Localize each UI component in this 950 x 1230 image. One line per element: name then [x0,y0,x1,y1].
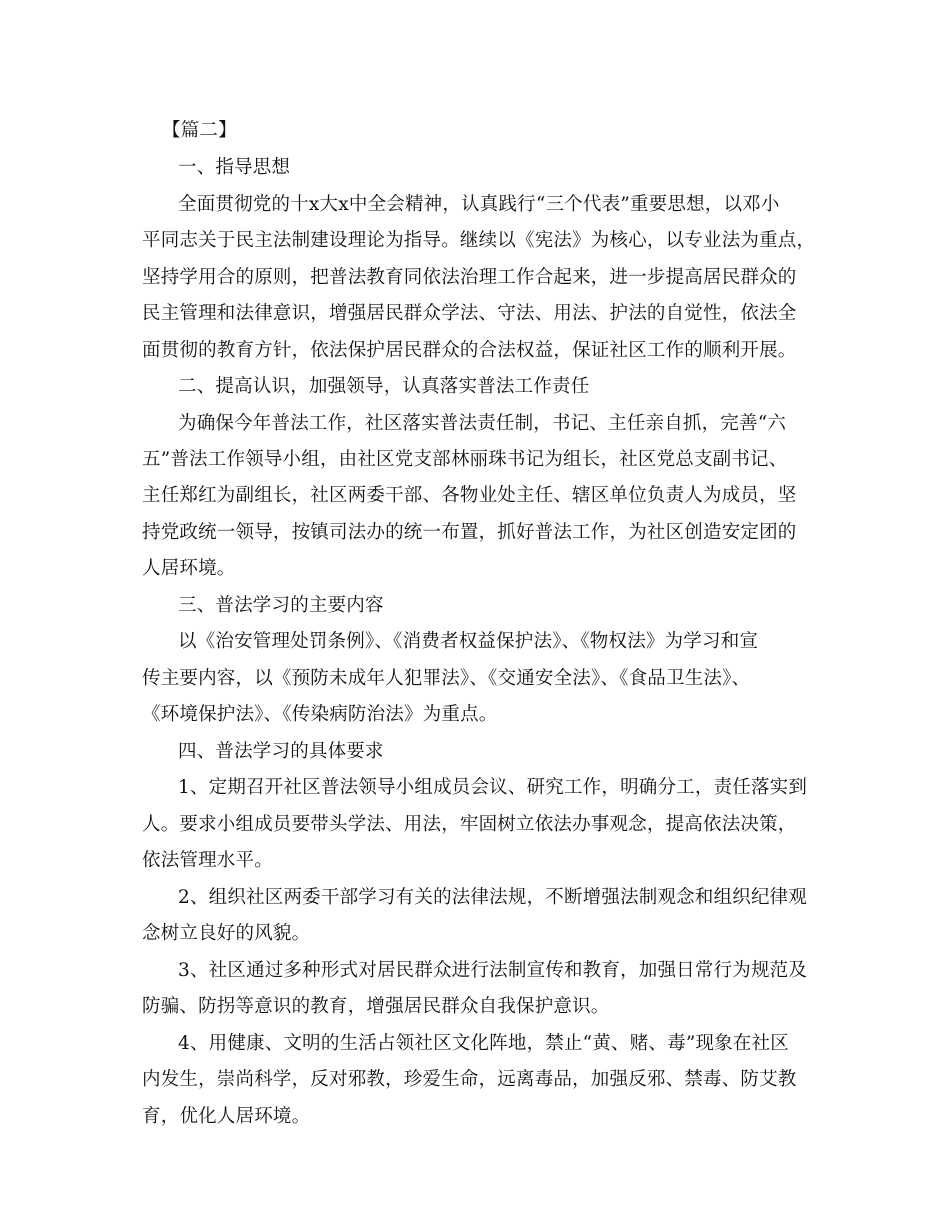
heading-main-content: 三、普法学习的主要内容 [178,595,384,616]
paragraph-line: 念树立良好的风貌。 [142,923,311,944]
heading-guiding-ideology: 一、指导思想 [178,157,291,178]
paragraph-line: 平同志关于民主法制建设理论为指导。继续以《宪法》为核心，以专业法为重点， [142,230,816,251]
heading-requirements: 四、普法学习的具体要求 [178,741,384,762]
paragraph-line: 为确保今年普法工作，社区落实普法责任制，书记、主任亲自抓，完善“六 [178,413,787,434]
paragraph-line: 4、用健康、文明的生活占领社区文化阵地，禁止“黄、赌、毒”现象在社区 [178,1033,789,1054]
paragraph-line: 3、社区通过多种形式对居民群众进行法制宣传和教育，加强日常行为规范及 [178,960,808,981]
paragraph-line: 五”普法工作领导小组，由社区党支部林丽珠书记为组长，社区党总支副书记、 [142,449,788,470]
paragraph-line: 1、定期召开社区普法领导小组成员会议、研究工作，明确分工，责任落实到 [178,777,808,798]
paragraph-line: 面贯彻的教育方针，依法保护居民群众的合法权益，保证社区工作的顺利开展。 [142,340,797,361]
paragraph-line: 人居环境。 [142,558,236,579]
paragraph-line: 《环境保护法》、《传染病防治法》为重点。 [142,704,498,725]
paragraph-line: 民主管理和法律意识，增强居民群众学法、守法、用法、护法的自觉性，依法全 [142,303,797,324]
paragraph-line: 育，优化人居环境。 [142,1106,311,1127]
paragraph-line: 以《治安管理处罚条例》、《消费者权益保护法》、《物权法》为学习和宣 [178,631,759,652]
paragraph-line: 全面贯彻党的十x大x中全会精神，认真践行“三个代表”重要思想，以邓小 [178,194,780,215]
paragraph-line: 依法管理水平。 [142,850,273,871]
heading-leadership: 二、提高认识，加强领导，认真落实普法工作责任 [178,376,590,397]
paragraph-line: 人。要求小组成员要带头学法、用法，牢固树立依法办事观念，提高依法决策， [142,814,797,835]
paragraph-line: 持党政统一领导，按镇司法办的统一布置，抓好普法工作，为社区创造安定团的 [142,522,797,543]
paragraph-line: 防骗、防拐等意识的教育，增强居民群众自我保护意识。 [142,996,610,1017]
paragraph-line: 传主要内容，以《预防未成年人犯罪法》、《交通安全法》、《食品卫生法》、 [142,668,751,689]
section-title: 【篇二】 [162,120,237,141]
paragraph-line: 坚持学用合的原则，把普法教育同依法治理工作合起来，进一步提高居民群众的 [142,267,797,288]
paragraph-line: 内发生，崇尚科学，反对邪教，珍爱生命，远离毒品，加强反邪、禁毒、防艾教 [142,1069,797,1090]
paragraph-line: 2、组织社区两委干部学习有关的法律法规，不断增强法制观念和组织纪律观 [178,887,808,908]
paragraph-line: 主任郑红为副组长，社区两委干部、各物业处主任、辖区单位负责人为成员，坚 [142,485,797,506]
